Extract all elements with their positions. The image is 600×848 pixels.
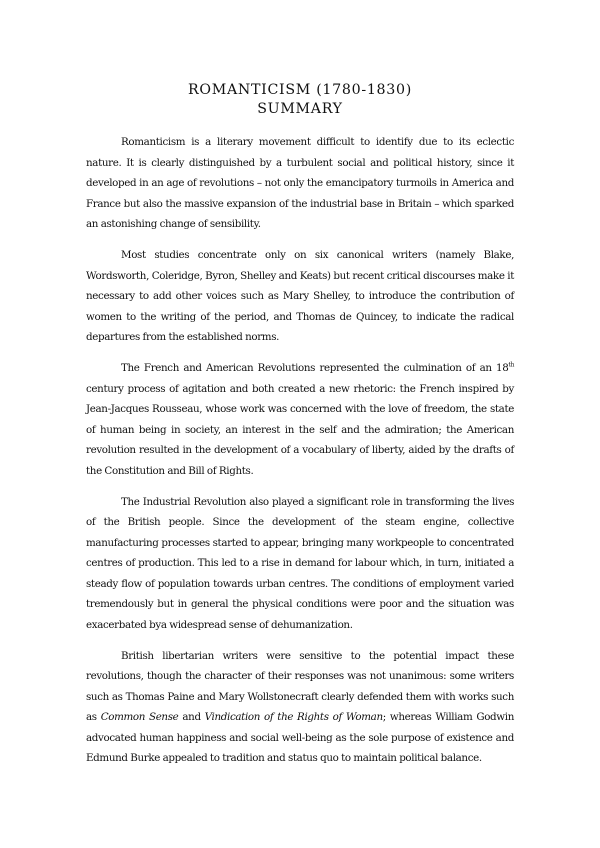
work-title-common-sense: Common Sense: [100, 711, 179, 723]
paragraph-5-part-b: and: [178, 711, 205, 723]
paragraph-3: [86, 358, 514, 481]
paragraph-5-part-a: British libertarian writers were sensitive to the potential impact these revolutions, though the character of their responses was not unanimous: some writers such as Thomas Paine and Mary Wollstonecraft clearly defended them with works such as: [86, 649, 514, 723]
title-line-1: ROMANTICISM (1780-1830): [188, 81, 412, 98]
title-line-2: SUMMARY: [257, 100, 343, 117]
paragraph-5: [86, 646, 514, 769]
page-title: [0, 81, 600, 119]
work-title-vindication: Vindication of the Rights of Woman: [204, 711, 383, 723]
paragraph-5-part-c: ; whereas William Godwin advocated human happiness and social well-being as the sole purpose of existence and Edmund Burke appealed to tradition and status quo to maintain political balance.: [86, 711, 514, 764]
ordinal-superscript: th: [508, 361, 514, 369]
paragraph-1: Romanticism is a literary movement difficult to identify due to its eclectic nature. It is clearly distinguished by a turbulent social and political history, since it developed in an age of revolutions – not only the emancipatory turmoils in America and France but also the massive expansion of the industrial base in Britain – which sparked an astonishing change of sensibility.: [86, 136, 514, 230]
paragraph-4: The Industrial Revolution also played a significant role in transforming the lives of the British people. Since the development of the steam engine, collective manufacturing processes started to appear, bringing many workpeople to concentrated centres of production. This led to a rise in demand for labour which, in turn, initiated a steady flow of population towards urban centres. The conditions of employment varied tremendously but in general the physical conditions were poor and the situation was exacerbated bya widespread sense of dehumanization.: [86, 495, 514, 631]
paragraph-2: Most studies concentrate only on six canonical writers (namely Blake, Wordsworth, Coleridge, Byron, Shelley and Keats) but recent critical discourses make it necessary to add other voices such as Mary Shelley, to introduce the contribution of women to the writing of the period, and Thomas de Quincey, to indicate the radical departures from the established norms.: [86, 249, 514, 343]
paragraph-3-rest: century process of agitation and both created a new rhetoric: the French inspired by Jean-Jacques Rousseau, whose work was concerned with the love of freedom, the state of human being in society, an interest in the self and the admiration; the American revolution resulted in the development of a vocabulary of liberty, aided by the drafts of the Constitution and Bill of Rights.: [86, 382, 514, 477]
document-body: [86, 132, 514, 779]
paragraph-3-start: The French and American Revolutions represented the culmination of an 18: [121, 362, 509, 374]
